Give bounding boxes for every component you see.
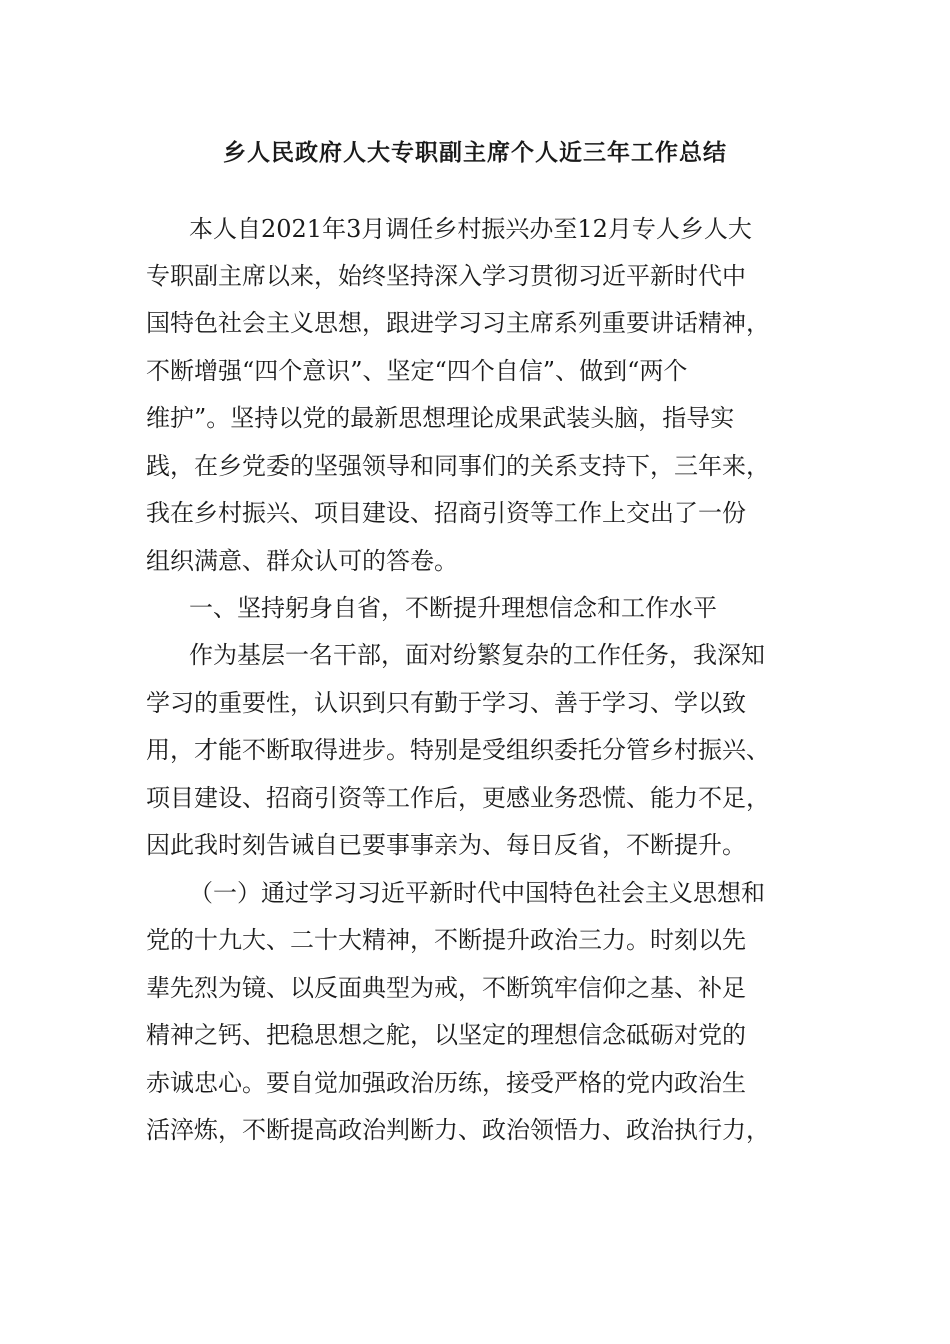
- paragraph-1-line-7: 我在乡村振兴、项目建设、招商引资等工作上交出了一份: [146, 499, 746, 527]
- document-title: 乡人民政府人大专职副主席个人近三年工作总结: [223, 139, 727, 166]
- paragraph-3-line-1: （一）通过学习习近平新时代中国特色社会主义思想和: [189, 879, 765, 907]
- paragraph-1-line-1: 本人自2021年3月调任乡村振兴办至12月专人乡人大: [189, 215, 752, 243]
- paragraph-1-line-2: 专职副主席以来，始终坚持深入学习贯彻习近平新时代中: [146, 262, 746, 290]
- paragraph-1-line-8: 组织满意、群众认可的答卷。: [146, 547, 458, 575]
- paragraph-3-line-2: 党的十九大、二十大精神，不断提升政治三力。时刻以先: [146, 926, 746, 954]
- paragraph-1-line-3: 国特色社会主义思想，跟进学习习主席系列重要讲话精神，: [146, 309, 770, 337]
- paragraph-2-line-3: 用，才能不断取得进步。特别是受组织委托分管乡村振兴、: [146, 736, 770, 764]
- paragraph-3-line-5: 赤诚忠心。要自觉加强政治历练，接受严格的党内政治生: [146, 1069, 746, 1097]
- paragraph-2-line-4: 项目建设、招商引资等工作后，更感业务恐慌、能力不足，: [146, 784, 770, 812]
- paragraph-2-line-5: 因此我时刻告诫自已要事事亲为、每日反省，不断提升。: [146, 831, 746, 859]
- paragraph-3-line-3: 辈先烈为镜、以反面典型为戒，不断筑牢信仰之基、补足: [146, 974, 746, 1002]
- paragraph-2-line-1: 作为基层一名干部，面对纷繁复杂的工作任务，我深知: [189, 641, 765, 669]
- paragraph-3-line-6: 活淬炼，不断提高政治判断力、政治领悟力、政治执行力，: [146, 1116, 770, 1144]
- section-heading-1: 一、坚持躬身自省，不断提升理想信念和工作水平: [189, 594, 717, 622]
- paragraph-2-line-2: 学习的重要性，认识到只有勤于学习、善于学习、学以致: [146, 689, 746, 717]
- paragraph-1-line-6: 践，在乡党委的坚强领导和同事们的关系支持下，三年来，: [146, 452, 770, 480]
- paragraph-1-line-4: 不断增强“四个意识”、坚定“四个自信”、做到“两个: [146, 357, 688, 385]
- paragraph-1-line-5: 维护”。坚持以党的最新思想理论成果武装头脑，指导实: [146, 404, 735, 432]
- paragraph-3-line-4: 精神之钙、把稳思想之舵，以坚定的理想信念砥砺对党的: [146, 1021, 746, 1049]
